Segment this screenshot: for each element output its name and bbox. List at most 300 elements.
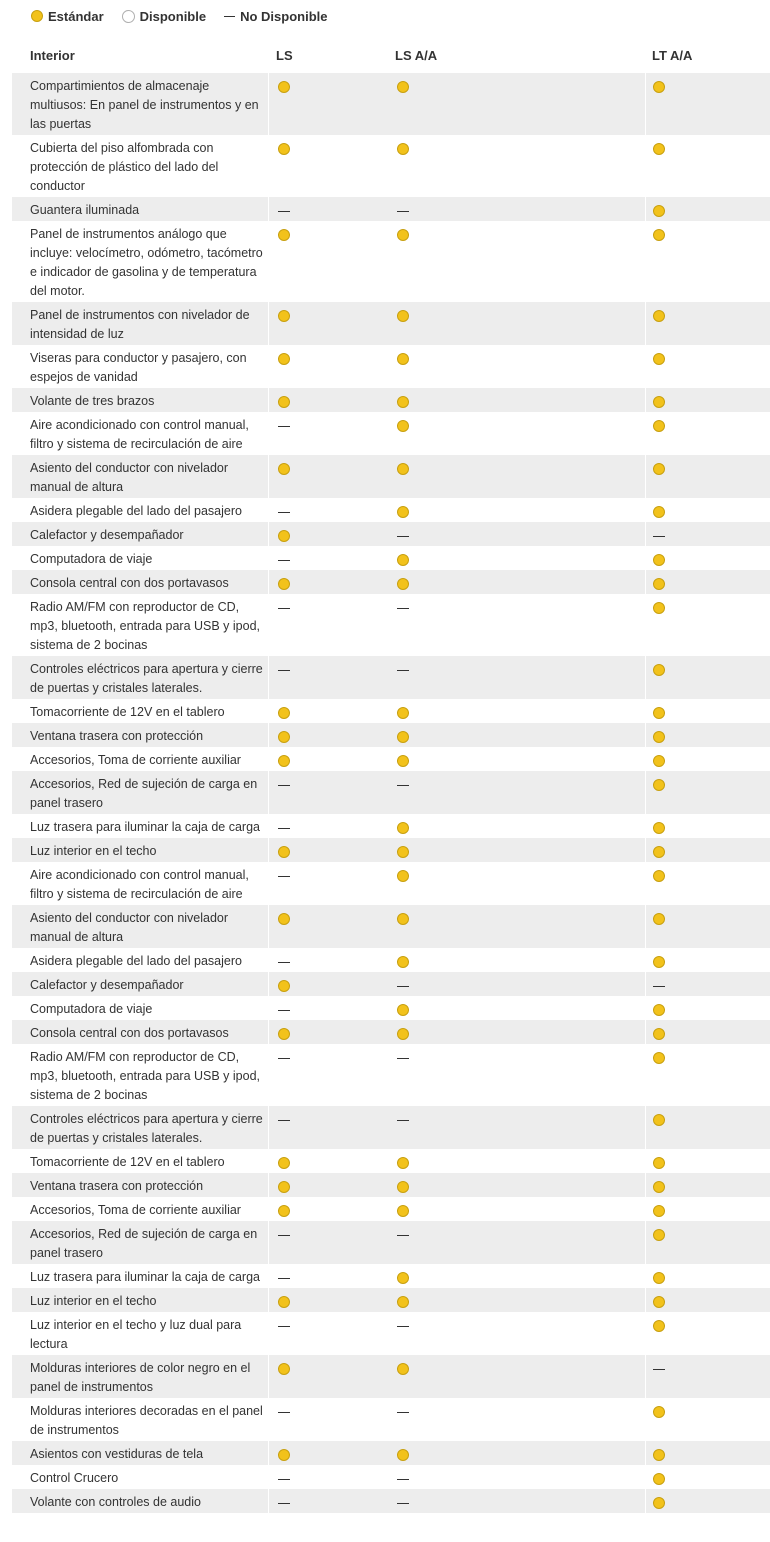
feature-label: Computadora de viaje — [30, 1002, 153, 1016]
table-row — [12, 905, 770, 948]
standard-dot-icon — [653, 1181, 665, 1193]
cell-lt-aa — [652, 204, 666, 218]
cell-lt-aa — [652, 754, 666, 768]
cell-ls — [277, 228, 291, 242]
table-row — [12, 1489, 770, 1513]
cell-ls-aa — [396, 1027, 410, 1041]
table-row — [12, 1106, 770, 1149]
not-available-dash-icon — [278, 608, 290, 609]
legend-standard — [31, 9, 104, 24]
feature-label: Panel de instrumentos con nivelador de intensidad de luz — [30, 308, 250, 341]
cell-ls-aa — [396, 754, 410, 768]
table-row — [12, 1221, 770, 1264]
header-ls-aa: LS A/A — [395, 48, 438, 63]
not-available-dash-icon — [278, 1235, 290, 1236]
cell-lt-aa — [652, 577, 666, 591]
feature-label: Radio AM/FM con reproductor de CD, mp3, bluetooth, entrada para USB y ipod, sistema de 2 bocinas — [30, 1050, 261, 1102]
legend-available-label: Disponible — [139, 8, 207, 24]
standard-dot-icon — [278, 980, 290, 992]
standard-dot-icon — [653, 554, 665, 566]
cell-ls — [277, 845, 291, 859]
legend-available — [122, 9, 206, 24]
standard-dot-icon — [278, 1296, 290, 1308]
cell-ls — [277, 1472, 291, 1486]
cell-lt-aa — [652, 529, 666, 543]
standard-dot-icon — [653, 913, 665, 925]
standard-dot-icon — [653, 463, 665, 475]
standard-dot-icon — [278, 229, 290, 241]
standard-dot-icon — [397, 755, 409, 767]
table-row — [12, 455, 770, 498]
cell-ls — [277, 1271, 291, 1285]
standard-dot-icon — [278, 1205, 290, 1217]
standard-dot-icon — [397, 396, 409, 408]
cell-ls — [277, 912, 291, 926]
standard-dot-icon — [653, 1296, 665, 1308]
standard-dot-icon — [653, 731, 665, 743]
feature-label: Luz interior en el techo — [30, 844, 157, 858]
not-available-dash-icon — [278, 962, 290, 963]
cell-ls-aa — [396, 204, 410, 218]
feature-label: Cubierta del piso alfombrada con protección de plástico del lado del conductor — [30, 141, 219, 193]
table-row — [12, 522, 770, 546]
feature-label: Consola central con dos portavasos — [30, 1026, 229, 1040]
not-available-dash-icon — [653, 536, 665, 537]
standard-dot-icon — [653, 229, 665, 241]
standard-dot-icon — [278, 310, 290, 322]
standard-dot-icon — [397, 731, 409, 743]
cell-lt-aa — [652, 912, 666, 926]
table-row — [12, 221, 770, 302]
cell-ls — [277, 1405, 291, 1419]
cell-lt-aa — [652, 1448, 666, 1462]
table-row — [12, 594, 770, 656]
table-row — [12, 996, 770, 1020]
standard-dot-icon — [653, 310, 665, 322]
not-available-dash-icon — [397, 1326, 409, 1327]
standard-dot-icon — [397, 1363, 409, 1375]
feature-label: Radio AM/FM con reproductor de CD, mp3, bluetooth, entrada para USB y ipod, sistema de 2 bocinas — [30, 600, 261, 652]
standard-dot-icon — [653, 870, 665, 882]
not-available-dash-icon — [278, 876, 290, 877]
cell-ls-aa — [396, 869, 410, 883]
cell-lt-aa — [652, 1180, 666, 1194]
standard-dot-icon — [653, 1028, 665, 1040]
header-interior: Interior — [30, 48, 75, 63]
cell-ls — [277, 1156, 291, 1170]
legend — [31, 7, 345, 25]
not-available-dash-icon — [278, 211, 290, 212]
table-row — [12, 723, 770, 747]
standard-dot-icon — [397, 956, 409, 968]
cell-lt-aa — [652, 1271, 666, 1285]
feature-label: Aire acondicionado con control manual, filtro y sistema de recirculación de aire — [30, 868, 249, 901]
not-available-dash-icon — [397, 1479, 409, 1480]
table-row — [12, 345, 770, 388]
standard-dot-icon — [278, 463, 290, 475]
cell-ls-aa — [396, 462, 410, 476]
feature-label: Asiento del conductor con nivelador manual de altura — [30, 911, 229, 944]
cell-lt-aa — [652, 1472, 666, 1486]
cell-ls — [277, 529, 291, 543]
standard-dot-icon — [653, 353, 665, 365]
feature-label: Molduras interiores decoradas en el panel de instrumentos — [30, 1404, 263, 1437]
cell-ls-aa — [396, 1496, 410, 1510]
not-available-dash-icon — [224, 16, 235, 17]
standard-dot-icon — [397, 846, 409, 858]
not-available-dash-icon — [278, 670, 290, 671]
standard-dot-icon — [653, 956, 665, 968]
cell-lt-aa — [652, 663, 666, 677]
cell-lt-aa — [652, 1295, 666, 1309]
feature-label: Controles eléctricos para apertura y cierre de puertas y cristales laterales. — [30, 662, 263, 695]
cell-ls-aa — [396, 845, 410, 859]
standard-dot-icon — [653, 1272, 665, 1284]
standard-dot-icon — [397, 1181, 409, 1193]
standard-dot-icon — [397, 822, 409, 834]
cell-lt-aa — [652, 1228, 666, 1242]
standard-dot-icon — [653, 143, 665, 155]
cell-ls-aa — [396, 1448, 410, 1462]
standard-dot-icon — [278, 143, 290, 155]
cell-ls-aa — [396, 955, 410, 969]
standard-dot-icon — [653, 1406, 665, 1418]
standard-dot-icon — [653, 1052, 665, 1064]
cell-ls — [277, 955, 291, 969]
standard-dot-icon — [653, 1497, 665, 1509]
cell-ls-aa — [396, 309, 410, 323]
cell-ls — [277, 352, 291, 366]
standard-dot-icon — [397, 1028, 409, 1040]
cell-ls — [277, 869, 291, 883]
cell-ls-aa — [396, 1204, 410, 1218]
feature-label: Controles eléctricos para apertura y cierre de puertas y cristales laterales. — [30, 1112, 263, 1145]
not-available-dash-icon — [278, 1503, 290, 1504]
feature-label: Luz interior en el techo y luz dual para lectura — [30, 1318, 242, 1351]
feature-label: Consola central con dos portavasos — [30, 576, 229, 590]
feature-label: Asidera plegable del lado del pasajero — [30, 954, 242, 968]
feature-label: Volante con controles de audio — [30, 1495, 201, 1509]
cell-ls — [277, 778, 291, 792]
table-row — [12, 1149, 770, 1173]
standard-dot-icon — [653, 1449, 665, 1461]
standard-dot-icon — [397, 229, 409, 241]
feature-label: Volante de tres brazos — [30, 394, 155, 408]
not-available-dash-icon — [653, 986, 665, 987]
standard-dot-icon — [278, 1363, 290, 1375]
table-row — [12, 1197, 770, 1221]
standard-dot-icon — [397, 1272, 409, 1284]
legend-not-available — [224, 9, 327, 24]
cell-lt-aa — [652, 1003, 666, 1017]
standard-dot-icon — [653, 664, 665, 676]
cell-ls-aa — [396, 395, 410, 409]
cell-ls-aa — [396, 1405, 410, 1419]
cell-lt-aa — [652, 505, 666, 519]
feature-label: Calefactor y desempañador — [30, 528, 184, 542]
standard-dot-icon — [397, 506, 409, 518]
table-row — [12, 948, 770, 972]
cell-ls — [277, 1051, 291, 1065]
not-available-dash-icon — [397, 608, 409, 609]
standard-dot-icon — [653, 779, 665, 791]
standard-dot-icon — [653, 707, 665, 719]
not-available-dash-icon — [397, 785, 409, 786]
cell-ls-aa — [396, 778, 410, 792]
cell-lt-aa — [652, 706, 666, 720]
standard-dot-icon — [397, 143, 409, 155]
standard-dot-icon — [278, 1449, 290, 1461]
cell-lt-aa — [652, 845, 666, 859]
cell-lt-aa — [652, 462, 666, 476]
cell-ls — [277, 1204, 291, 1218]
cell-ls — [277, 706, 291, 720]
cell-ls-aa — [396, 142, 410, 156]
cell-ls — [277, 730, 291, 744]
cell-lt-aa — [652, 395, 666, 409]
table-row — [12, 1355, 770, 1398]
cell-ls-aa — [396, 730, 410, 744]
cell-lt-aa — [652, 419, 666, 433]
not-available-dash-icon — [397, 536, 409, 537]
standard-dot-icon — [653, 1473, 665, 1485]
standard-dot-icon — [278, 530, 290, 542]
cell-lt-aa — [652, 352, 666, 366]
feature-label: Computadora de viaje — [30, 552, 153, 566]
standard-dot-icon — [397, 353, 409, 365]
cell-ls — [277, 553, 291, 567]
cell-ls-aa — [396, 1319, 410, 1333]
header-ls: LS — [276, 48, 293, 63]
standard-dot-icon — [31, 10, 43, 22]
cell-ls-aa — [396, 1362, 410, 1376]
feature-label: Accesorios, Red de sujeción de carga en panel trasero — [30, 1227, 258, 1260]
standard-dot-icon — [653, 822, 665, 834]
table-row — [12, 1288, 770, 1312]
standard-dot-icon — [397, 870, 409, 882]
not-available-dash-icon — [278, 1058, 290, 1059]
standard-dot-icon — [278, 81, 290, 93]
cell-ls-aa — [396, 228, 410, 242]
cell-ls — [277, 395, 291, 409]
standard-dot-icon — [397, 913, 409, 925]
standard-dot-icon — [278, 1028, 290, 1040]
cell-lt-aa — [652, 553, 666, 567]
standard-dot-icon — [653, 602, 665, 614]
table-row — [12, 1264, 770, 1288]
standard-dot-icon — [278, 846, 290, 858]
standard-dot-icon — [653, 1004, 665, 1016]
standard-dot-icon — [278, 707, 290, 719]
not-available-dash-icon — [397, 1120, 409, 1121]
not-available-dash-icon — [397, 986, 409, 987]
cell-ls-aa — [396, 1180, 410, 1194]
header-lt-aa: LT A/A — [652, 48, 693, 63]
cell-lt-aa — [652, 1405, 666, 1419]
standard-dot-icon — [278, 578, 290, 590]
not-available-dash-icon — [397, 1235, 409, 1236]
feature-label: Luz trasera para iluminar la caja de carga — [30, 820, 260, 834]
cell-ls — [277, 577, 291, 591]
table-row — [12, 412, 770, 455]
cell-lt-aa — [652, 601, 666, 615]
table-row — [12, 1465, 770, 1489]
standard-dot-icon — [278, 1181, 290, 1193]
standard-dot-icon — [397, 463, 409, 475]
not-available-dash-icon — [397, 1412, 409, 1413]
cell-lt-aa — [652, 979, 666, 993]
not-available-dash-icon — [397, 670, 409, 671]
not-available-dash-icon — [278, 512, 290, 513]
not-available-dash-icon — [397, 1503, 409, 1504]
table-row — [12, 862, 770, 905]
cell-lt-aa — [652, 1319, 666, 1333]
table-row — [12, 838, 770, 862]
cell-ls-aa — [396, 419, 410, 433]
standard-dot-icon — [653, 846, 665, 858]
table-row — [12, 498, 770, 522]
standard-dot-icon — [653, 1157, 665, 1169]
cell-ls — [277, 1003, 291, 1017]
standard-dot-icon — [397, 707, 409, 719]
standard-dot-icon — [397, 1449, 409, 1461]
cell-ls — [277, 979, 291, 993]
cell-lt-aa — [652, 1362, 666, 1376]
cell-ls-aa — [396, 706, 410, 720]
standard-dot-icon — [278, 731, 290, 743]
cell-ls — [277, 505, 291, 519]
feature-label: Ventana trasera con protección — [30, 1179, 204, 1193]
cell-ls-aa — [396, 1295, 410, 1309]
standard-dot-icon — [653, 1114, 665, 1126]
cell-ls-aa — [396, 601, 410, 615]
not-available-dash-icon — [278, 1412, 290, 1413]
feature-label: Calefactor y desempañador — [30, 978, 184, 992]
standard-dot-icon — [653, 396, 665, 408]
table-row — [12, 570, 770, 594]
not-available-dash-icon — [278, 1278, 290, 1279]
cell-ls — [277, 1180, 291, 1194]
table-row — [12, 302, 770, 345]
standard-dot-icon — [397, 578, 409, 590]
standard-dot-icon — [278, 913, 290, 925]
cell-lt-aa — [652, 1027, 666, 1041]
standard-dot-icon — [278, 1157, 290, 1169]
table-row — [12, 972, 770, 996]
cell-ls-aa — [396, 1113, 410, 1127]
feature-label: Molduras interiores de color negro en el panel de instrumentos — [30, 1361, 251, 1394]
feature-label: Tomacorriente de 12V en el tablero — [30, 705, 225, 719]
cell-ls-aa — [396, 1003, 410, 1017]
table-row — [12, 546, 770, 570]
cell-ls-aa — [396, 1271, 410, 1285]
standard-dot-icon — [653, 420, 665, 432]
table-row — [12, 1173, 770, 1197]
feature-label: Luz trasera para iluminar la caja de carga — [30, 1270, 260, 1284]
cell-lt-aa — [652, 80, 666, 94]
cell-ls — [277, 80, 291, 94]
cell-ls-aa — [396, 979, 410, 993]
cell-lt-aa — [652, 1113, 666, 1127]
cell-ls-aa — [396, 912, 410, 926]
table-row — [12, 1398, 770, 1441]
table-row — [12, 73, 770, 135]
feature-label: Accesorios, Toma de corriente auxiliar — [30, 1203, 241, 1217]
cell-ls — [277, 754, 291, 768]
table-row — [12, 197, 770, 221]
cell-ls — [277, 1448, 291, 1462]
standard-dot-icon — [397, 420, 409, 432]
cell-ls — [277, 1113, 291, 1127]
table-row — [12, 1044, 770, 1106]
table-row — [12, 699, 770, 723]
standard-dot-icon — [397, 1004, 409, 1016]
not-available-dash-icon — [278, 828, 290, 829]
not-available-dash-icon — [397, 1058, 409, 1059]
table-row — [12, 747, 770, 771]
feature-label: Accesorios, Red de sujeción de carga en panel trasero — [30, 777, 258, 810]
table-row — [12, 656, 770, 699]
standard-dot-icon — [653, 755, 665, 767]
cell-ls-aa — [396, 1228, 410, 1242]
standard-dot-icon — [653, 81, 665, 93]
not-available-dash-icon — [278, 1010, 290, 1011]
feature-label: Tomacorriente de 12V en el tablero — [30, 1155, 225, 1169]
cell-ls — [277, 462, 291, 476]
feature-label: Asiento del conductor con nivelador manual de altura — [30, 461, 229, 494]
standard-dot-icon — [397, 1296, 409, 1308]
cell-lt-aa — [652, 1204, 666, 1218]
cell-lt-aa — [652, 309, 666, 323]
feature-label: Control Crucero — [30, 1471, 119, 1485]
cell-lt-aa — [652, 869, 666, 883]
cell-ls-aa — [396, 821, 410, 835]
cell-ls — [277, 601, 291, 615]
table-row — [12, 814, 770, 838]
standard-dot-icon — [653, 1205, 665, 1217]
cell-lt-aa — [652, 228, 666, 242]
not-available-dash-icon — [278, 1479, 290, 1480]
available-circle-icon — [122, 10, 135, 23]
standard-dot-icon — [278, 755, 290, 767]
table-row — [12, 135, 770, 197]
table-row — [12, 1312, 770, 1355]
table-header — [12, 42, 770, 70]
cell-ls — [277, 309, 291, 323]
standard-dot-icon — [397, 81, 409, 93]
standard-dot-icon — [278, 353, 290, 365]
standard-dot-icon — [397, 1205, 409, 1217]
feature-label: Asientos con vestiduras de tela — [30, 1447, 204, 1461]
cell-ls-aa — [396, 1051, 410, 1065]
not-available-dash-icon — [278, 1120, 290, 1121]
cell-lt-aa — [652, 1051, 666, 1065]
not-available-dash-icon — [278, 426, 290, 427]
feature-label: Viseras para conductor y pasajero, con espejos de vanidad — [30, 351, 247, 384]
cell-ls — [277, 142, 291, 156]
cell-lt-aa — [652, 1156, 666, 1170]
cell-ls — [277, 1362, 291, 1376]
cell-ls-aa — [396, 1156, 410, 1170]
table-row — [12, 771, 770, 814]
standard-dot-icon — [397, 1157, 409, 1169]
not-available-dash-icon — [278, 560, 290, 561]
cell-ls — [277, 204, 291, 218]
feature-label: Accesorios, Toma de corriente auxiliar — [30, 753, 241, 767]
feature-label: Luz interior en el techo — [30, 1294, 157, 1308]
standard-dot-icon — [397, 554, 409, 566]
feature-label: Panel de instrumentos análogo que incluye: velocímetro, odómetro, tacómetro e indicador de gasolina y de temperatura del motor. — [30, 227, 263, 298]
